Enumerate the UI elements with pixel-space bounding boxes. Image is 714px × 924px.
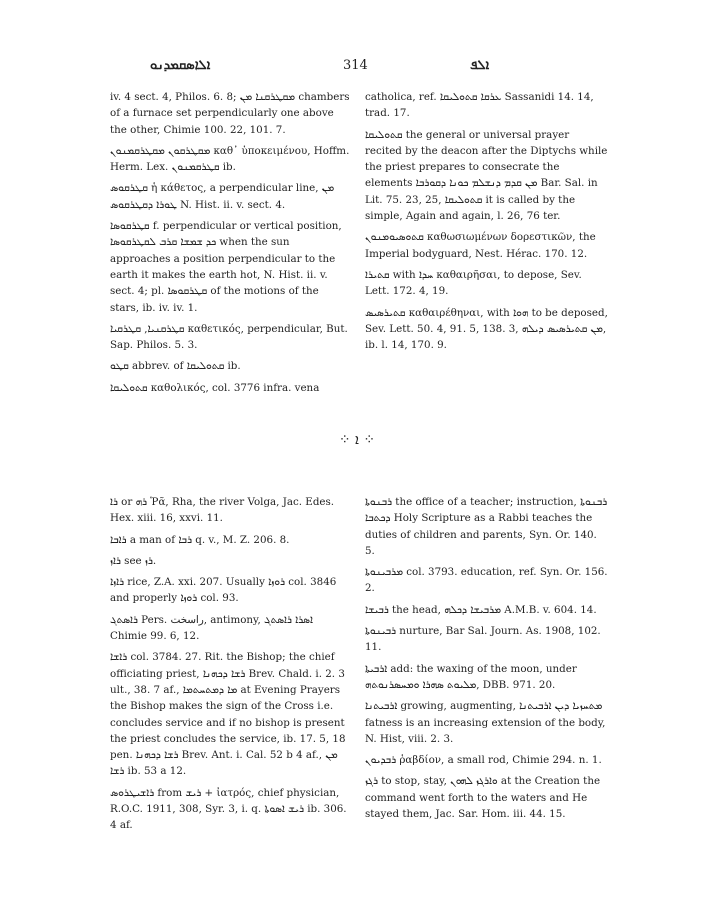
section-divider: ⁘ ܐ ⁘: [338, 432, 376, 448]
dictionary-entry: ܩܬܘܣܝܘܡܢܘܢ καθωσιωμένων δορεστικῶν, the Imperial bodyguard, Nest. Hérac. 170. 12.: [365, 231, 596, 260]
dictionary-entry: ܪܐܫܝܛܪܘܣ from ܪܝܫ + ἰατρός, chief physician, R.O.C. 1911, 308, Syr. 3, i. q. ܪܝܫ ܐܣܘܬܐ ib. 306. 4 af.: [110, 786, 347, 832]
dictionary-entry: ܩܬܝܪܣܝܣ καθαιρέθηναι, with ܗܘܐ to be deposed, Sev. Lett. 50. 4, 91. 5, 138. 3, ܡܢ ܩܬܝܪܣܝܣ ܕܝܠܗ, ib. l. 14, 170. 9.: [365, 306, 608, 352]
dictionary-entry: ܩܛܪܩܘܣܐ f. perpendicular or vertical position, ܟܕ ܫܡܫܐ ܩܪܒ ܠܩܛܪܩܘܣܐ when the sun approaches a position perpendicular to the earth it makes the earth hot, N. Hist. ii. v. sect. 4; pl. ܩܛܪܩܘܣܐ of the motions of the stars, ib. iv. iv. 1.: [110, 220, 342, 314]
running-head-syriac: ܐܠܐܣܩܡܕܢܘ: [150, 58, 211, 73]
dictionary-entry: ܩܬܘܠܝܩܐ καθολικός, col. 3776 infra. vena: [110, 381, 320, 394]
dictionary-entry: ܪܐܫܐ col. 3784. 27. Rit. the Bishop; the chief officiating priest, ܪܫܐ ܕܟܗܢܐ Brev. Chald. i. 2. 3 ult., 38. 7 af., ܡܐ ܕܡܬܚܬܡܐ at Evening Prayers the Bishop makes the sign of the Cross i.e. concludes service and if no bishop is present the priest concludes the service, ib. 17. 5, 18 pen. ܪܫܐ ܕܟܗܢܐ Brev. Ant. i. Cal. 52 b 4 af., ܡܢ ܪܫܐ ib. 53 a 12.: [110, 651, 346, 778]
dictionary-entry: ܪܒܝܢܘܬܐ nurture, Bar Sal. Journ. As. 1908, 102. 11.: [365, 625, 601, 654]
dictionary-entry: ܐܪܒܝܬܐ add: the waxing of the moon, under ܡܠܝܘܬ ܣܗܪܐ ܘܡܚܣܪܢܘܬܗ, DBB. 971. 20.: [365, 662, 577, 691]
dictionary-entry: ܪܐܒܐ a man of ܪܒܐ q. v., M. Z. 206. 8.: [110, 533, 290, 546]
dictionary-entry: ܩܛܪܩܘܣ ἡ κάθετος, a perpendicular line, ܡܢ ܛܘܪܐ ܕܩܛܪܩܘܣ N. Hist. ii. v. sect. 4.: [110, 182, 335, 211]
dictionary-entry: ܪܐܙܐ rice, Z.A. xxi. 207. Usually ܪܘܙܐ col. 3846 and properly ܪܘܙܐ col. 93.: [110, 576, 337, 605]
running-head-right: ܐܠܦ: [470, 58, 490, 73]
dictionary-entry: ܪܐܣܬܓ Pers. راسخت, antimony, ܐܣܪܐ ܪܐܣܬܓ Chimie 99. 6, 12.: [110, 613, 313, 643]
dictionary-entry: ܐܪܒܝܬܢܐ growing, augmenting, ܡܬܚܙܝܐ ܕܝܢ ܐܪܒܝܬܢܐ fatness is an increasing extension of the body, N. Hist, viii. 2. 3.: [365, 700, 606, 745]
top-right-column: [365, 89, 608, 358]
dictionary-entry: catholica, ref. ܥܪܩܐ ܩܬܘܠܝܩܐ Sassanidi 14. 14, trad. 17.: [365, 91, 594, 120]
bottom-left-column: [110, 494, 350, 839]
dictionary-entry: ܪܐܙ see ܪܙ.: [110, 554, 157, 567]
dictionary-entry: ܩܛܘ abbrev. of ܩܬܘܠܝܩܐ ib.: [110, 360, 241, 373]
page-number: 314: [343, 58, 368, 73]
dictionary-entry: ܡܪܒܝܢܘܬܐ col. 3793. education, ref. Syn. Or. 156. 2.: [365, 566, 608, 595]
dictionary-entry: ܪܐ or ܪܗ Ῥᾶ, Rha, the river Volga, Jac. Edes. Hex. xiii. 16, xxvi. 11.: [110, 496, 335, 525]
dictionary-entry: iv. 4 sect. 4, Philos. 6. 8; ܡܩܛܪܩܢܐ ܡܢ chambers of a furnace set perpendicularly one above the other, Chimie 100. 22, 101. 7.: [110, 91, 350, 136]
dictionary-entry: ܪܓܙ to stop, stay, ܘܐܪܓܙ ܠܗܘܢ at the Creation the command went forth to the waters and He stayed them, Jac. Sar. Hom. iii. 44. 15.: [365, 775, 601, 821]
bottom-right-column: [365, 494, 608, 827]
dictionary-entry: ܡܩܛܪܩܘܢ ܡܩܛܪܩܡܢܘܢ καθ᾽ ὑποκειμένου, Hoffm. Herm. Lex. ܩܛܪܩܡܢܘܢ ib.: [110, 144, 350, 174]
dictionary-entry: ܩܬܘܠܝܩܐ the general or universal prayer recited by the deacon after the Diptychs while the priest prepares to consecrate the elements ܡܢ ܩܕܡ ܕܢܫܠܡ ܟܘܢܐ ܕܩܘܪܒܐ Bar. Sal. in Lit. 75. 23, 25, ܩܬܘܠܝܩܐ it is called by the simple, Again and again, l. 26, 76 ter.: [365, 128, 608, 223]
dictionary-entry: ܩܬܝܪܐ with ܚܕܐ καθαιρῆσαι, to depose, Sev. Lett. 172. 4, 19.: [365, 268, 582, 298]
dictionary-entry: ܪܒܢܘܬܐ the office of a teacher; instruction, ܪܒܢܘܬܐ ܕܟܬܒܐ Holy Scripture as a Rabbi teaches the duties of children and parents, Syn. Or. 140. 5.: [365, 496, 608, 557]
dictionary-entry: ܪܒܕܝܘܢ ῥαβδίον, a small rod, Chimie 294. n. 1.: [365, 754, 602, 767]
dictionary-entry: ܪܒܝܫܐ the head, ܡܪܒܝܫܐ ܕܟܠܗ A.M.B. v. 604. 14.: [365, 603, 597, 616]
top-left-column: [110, 89, 350, 401]
dictionary-entry: ܩܛܪܩܢܝܐ, ܩܛܪܩܝܐ καθετικός, perpendicular, But. Sap. Philos. 5. 3.: [110, 322, 348, 352]
